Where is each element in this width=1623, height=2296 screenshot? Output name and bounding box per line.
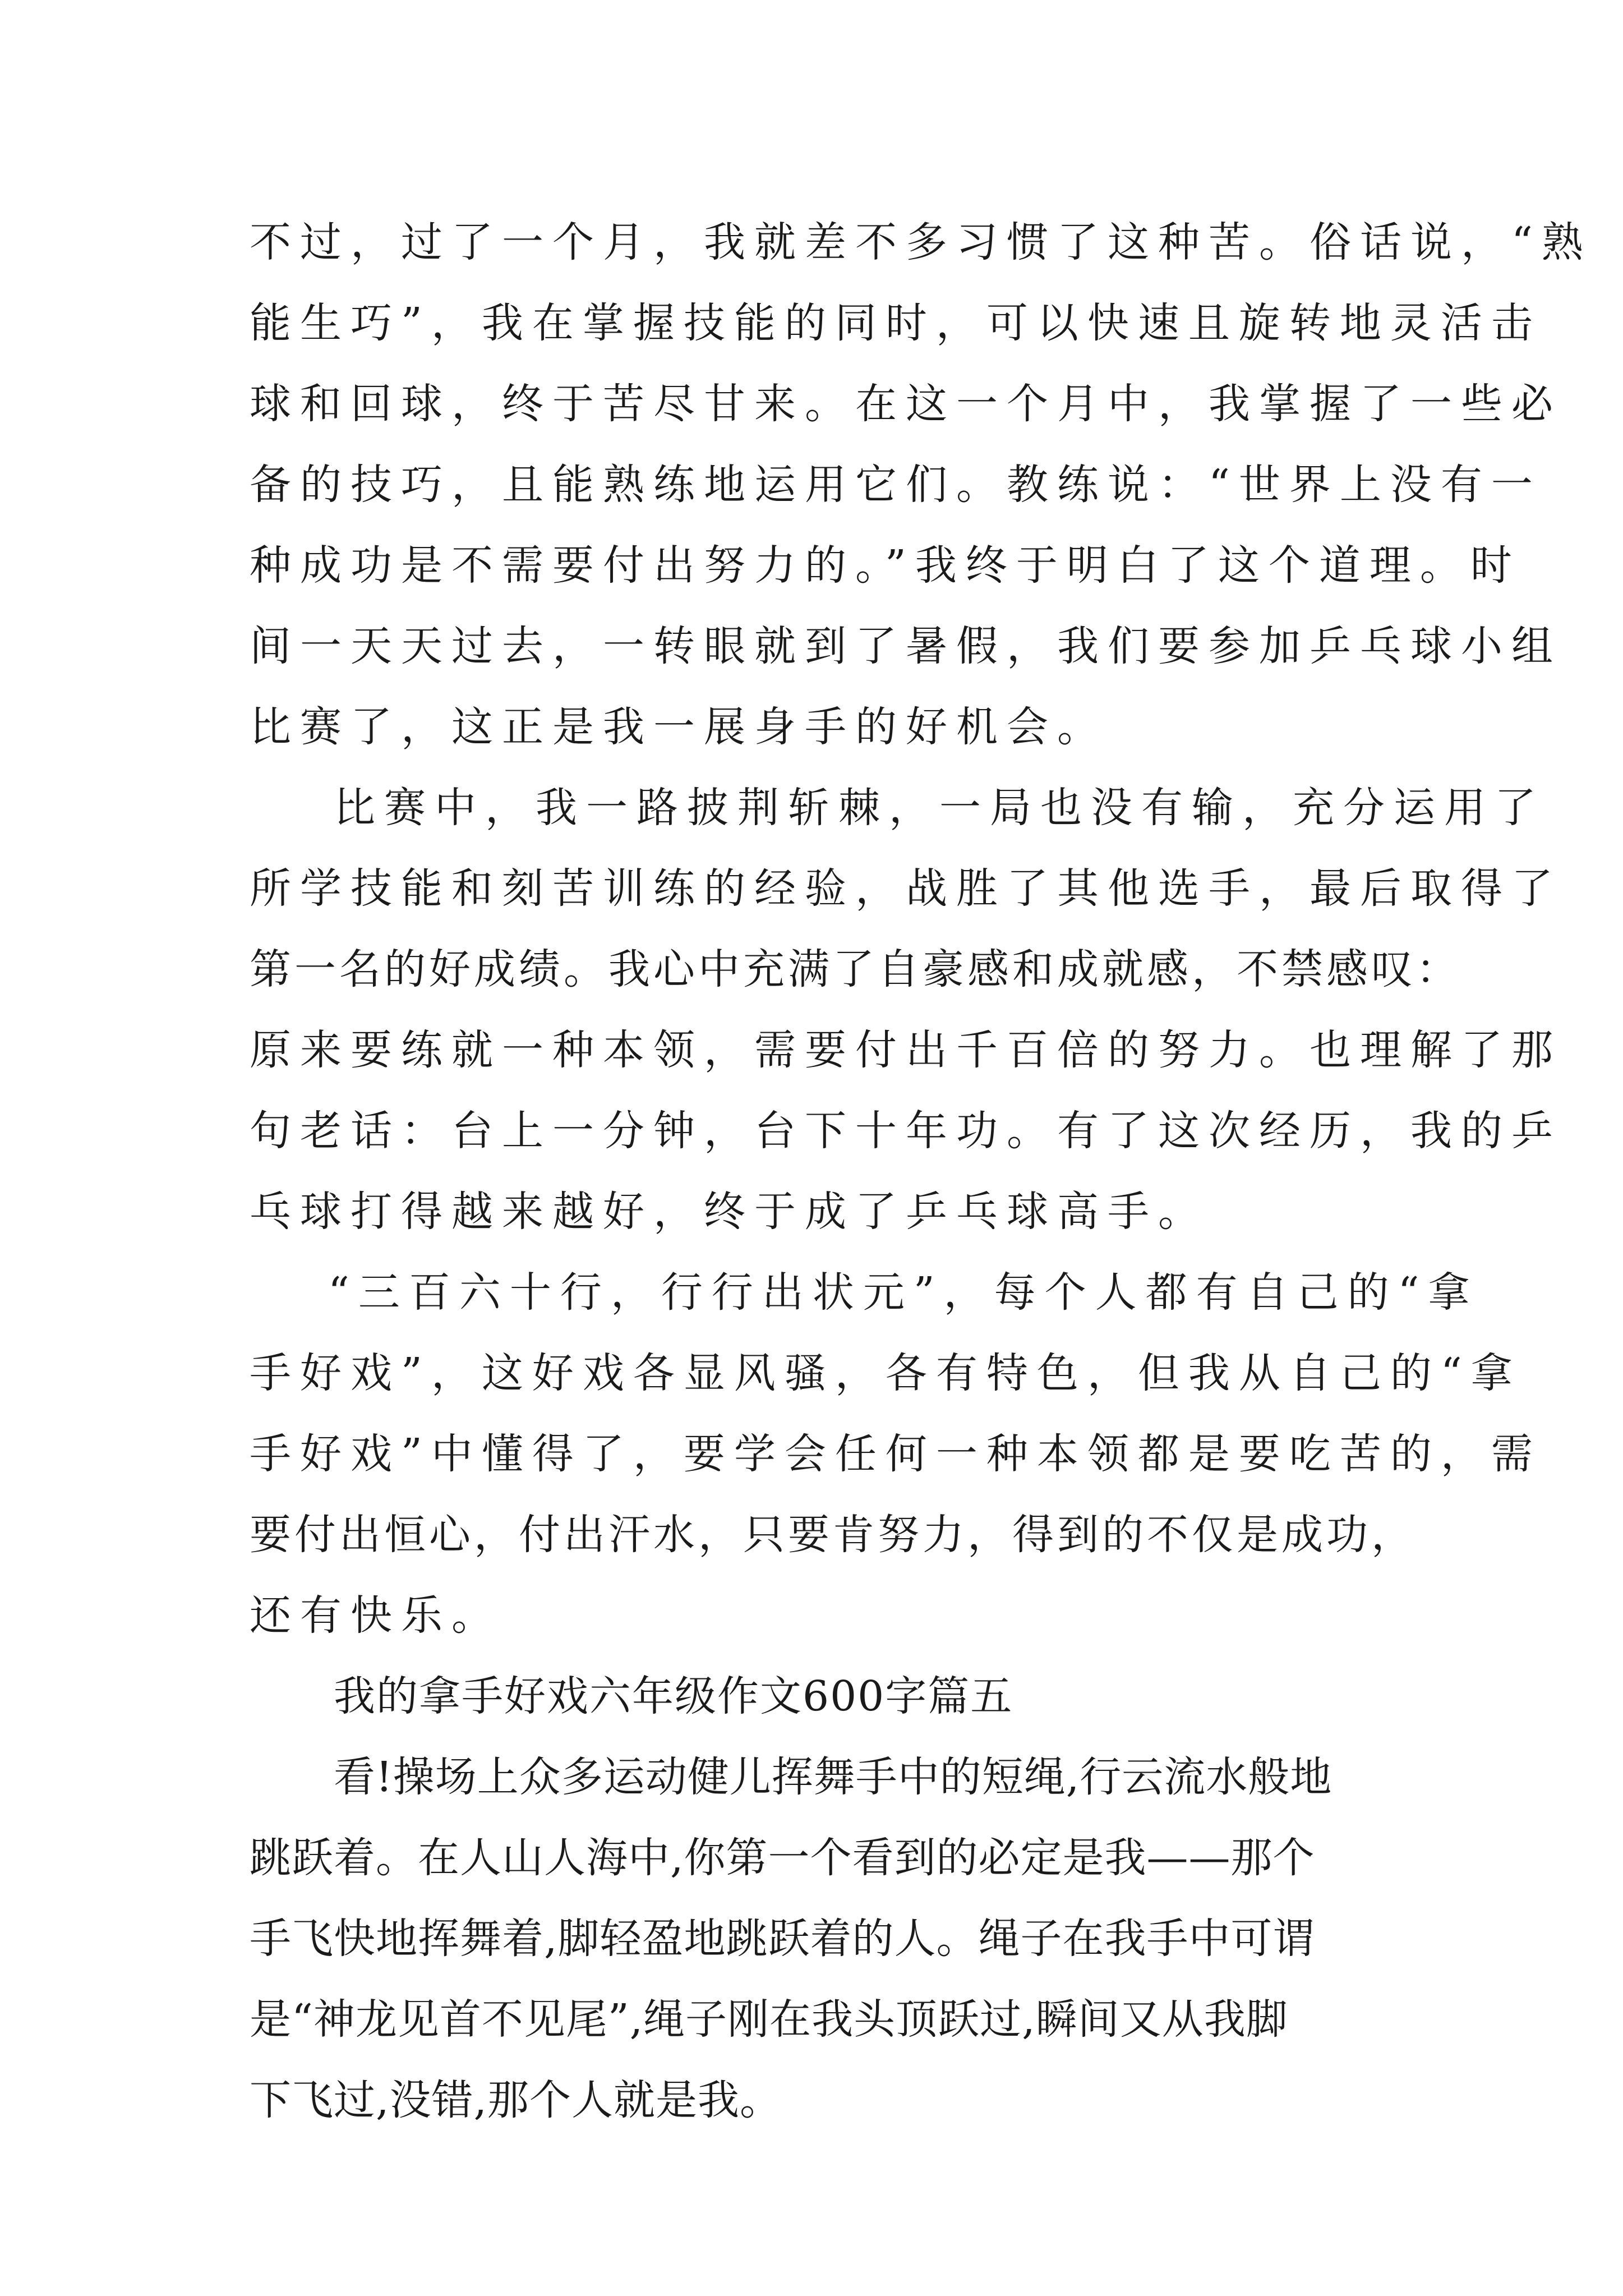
text-line: 要付出恒心，付出汗水，只要肯努力，得到的不仅是成功， bbox=[250, 1511, 1416, 1559]
text-line: “三百六十行，行行出状元”，每个人都有自己的“拿 bbox=[328, 1268, 1479, 1317]
text-line: 备的技巧，且能熟练地运用它们。教练说：“世界上没有一 bbox=[250, 461, 1542, 509]
text-line: 手飞快地挥舞着,脚轻盈地跳跃着的人。绳子在我手中可谓 bbox=[250, 1915, 1315, 1963]
text-line: 手好戏”，这好戏各显风骚，各有特色，但我从自己的“拿 bbox=[250, 1349, 1521, 1397]
document-body bbox=[250, 202, 1592, 2141]
text-line: 不过，过了一个月，我就差不多习惯了这种苦。俗话说，“熟 bbox=[250, 218, 1592, 266]
text-line: 比赛了，这正是我一展身手的好机会。 bbox=[250, 703, 1108, 751]
text-line: 第一名的好成绩。我心中充满了自豪感和成就感，不禁感叹： bbox=[250, 945, 1461, 993]
text-line: 原来要练就一种本领，需要付出千百倍的努力。也理解了那 bbox=[250, 1026, 1562, 1074]
text-line: 球和回球，终于苦尽甘来。在这一个月中，我掌握了一些必 bbox=[250, 380, 1562, 428]
text-line: 间一天天过去，一转眼就到了暑假，我们要参加乒乓球小组 bbox=[250, 622, 1562, 670]
text-line: 能生巧”，我在掌握技能的同时，可以快速且旋转地灵活击 bbox=[250, 299, 1542, 347]
text-line: 句老话：台上一分钟，台下十年功。有了这次经历，我的乒 bbox=[250, 1107, 1562, 1155]
text-line: 种成功是不需要付出努力的。”我终于明白了这个道理。时 bbox=[250, 541, 1521, 590]
text-line: 还有快乐。 bbox=[250, 1591, 502, 1640]
text-line: 跳跃着。在人山人海中,你第一个看到的必定是我——那个 bbox=[250, 1834, 1315, 1882]
text-line: 所学技能和刻苦训练的经验，战胜了其他选手，最后取得了 bbox=[250, 864, 1562, 913]
section-heading: 我的拿手好戏六年级作文600字篇五 bbox=[334, 1672, 1013, 1720]
text-line: 手好戏”中懂得了，要学会任何一种本领都是要吃苦的，需 bbox=[250, 1430, 1542, 1478]
text-line: 是“神龙见首不见尾”,绳子刚在我头顶跃过,瞬间又从我脚 bbox=[250, 1995, 1288, 2044]
text-line: 乓球打得越来越好，终于成了乒乓球高手。 bbox=[250, 1188, 1209, 1236]
text-line: 比赛中，我一路披荆斩棘，一局也没有输，充分运用了 bbox=[334, 784, 1545, 832]
text-line: 下飞过,没错,那个人就是我。 bbox=[250, 2076, 782, 2124]
text-line: 看!操场上众多运动健儿挥舞手中的短绳,行云流水般地 bbox=[334, 1753, 1332, 1801]
